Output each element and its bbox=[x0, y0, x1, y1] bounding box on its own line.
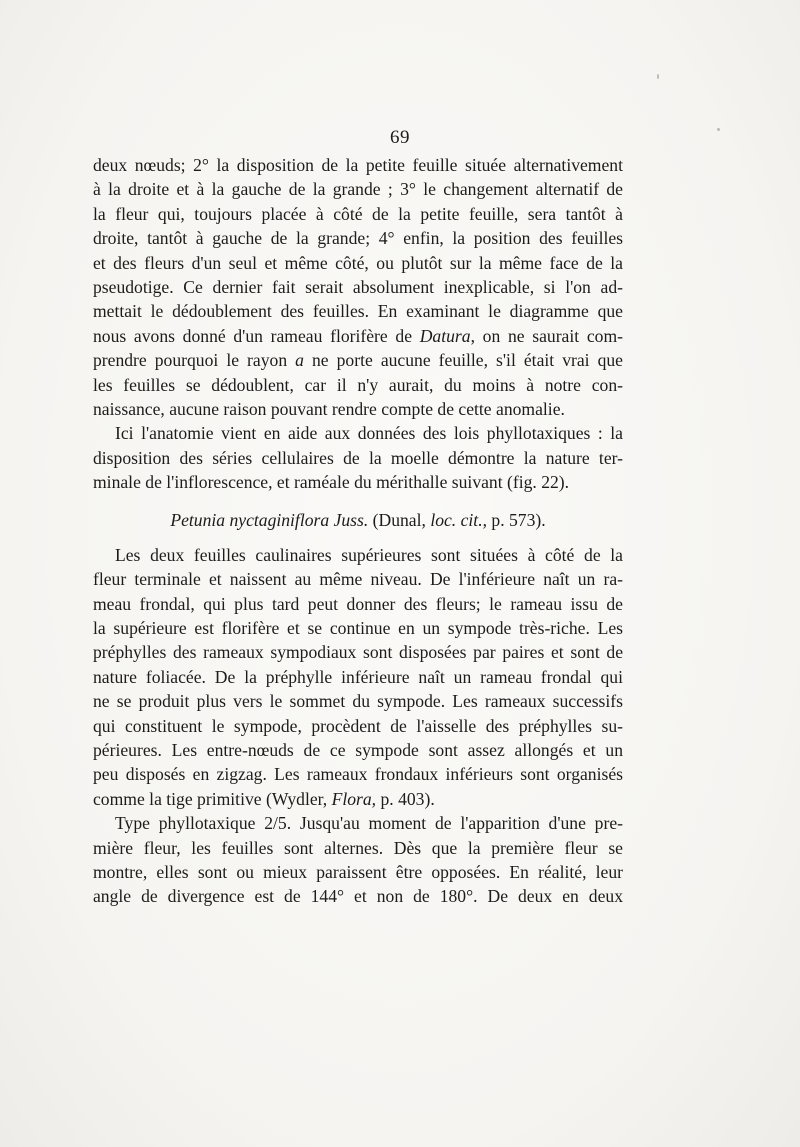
text-line: et des fleurs d'un seul et même côté, ou plutôt sur la même face de la bbox=[93, 252, 623, 273]
text-line: pseudotige. Ce dernier fait serait absolument inexplicable, si l'on ad- bbox=[93, 276, 623, 297]
text-line: angle de divergence est de 144° et non de 180°. De deux en deux bbox=[93, 886, 623, 907]
paper-speck bbox=[657, 74, 659, 79]
heading-citation: , p. 573). bbox=[482, 510, 546, 531]
text-run: comme la tige primitive (Wydler, bbox=[93, 788, 332, 809]
text-line bbox=[93, 324, 623, 348]
text-line: Les deux feuilles caulinaires supérieures sont situées à côté de la bbox=[115, 544, 623, 565]
spacer bbox=[93, 494, 623, 508]
text-line: mière fleur, les feuilles sont alternes. Dès que la première fleur se bbox=[93, 837, 623, 858]
paper-speck bbox=[717, 128, 720, 131]
text-line: Ici l'anatomie vient en aide aux données des lois phyllotaxiques : la bbox=[115, 423, 623, 444]
text-run: p. 403). bbox=[376, 788, 435, 809]
text-run: , on ne saurait com- bbox=[470, 325, 623, 346]
variable-term: a bbox=[295, 350, 304, 371]
text-line: à la droite et à la gauche de la grande ; 3° le changement alternatif de bbox=[93, 179, 623, 200]
text-line: minale de l'inflorescence, et raméale du mérithalle suivant (fig. 22). bbox=[93, 472, 570, 493]
species-name: Petunia nyctaginiflora Juss. bbox=[170, 510, 369, 531]
genus-term: Datura bbox=[419, 325, 471, 346]
text-line: meau frondal, qui plus tard peut donner des fleurs; le rameau issu de bbox=[93, 593, 623, 614]
text-line: naissance, aucune raison pouvant rendre compte de cette anomalie. bbox=[93, 398, 565, 419]
text-line: ne se produit plus vers le sommet du sympode. Les rameaux successifs bbox=[93, 691, 623, 712]
text-line: les feuilles se dédoublent, car il n'y aurait, du moins à notre con- bbox=[93, 374, 623, 395]
text-line bbox=[93, 787, 623, 811]
text-line: montre, elles sont ou mieux paraissent être opposées. En réalité, leur bbox=[93, 861, 623, 882]
text-line: qui constituent le sympode, procèdent de l'aisselle des préphylles su- bbox=[93, 715, 623, 736]
text-run: nous avons donné d'un rameau florifère de bbox=[93, 325, 420, 346]
text-line: la supérieure est florifère et se continue en un sympode très-riche. Les bbox=[93, 618, 623, 639]
page-number: 69 bbox=[390, 127, 410, 148]
heading-citation: (Dunal, bbox=[368, 510, 431, 531]
text-line: droite, tantôt à gauche de la grande; 4° enfin, la position des feuilles bbox=[93, 228, 623, 249]
spacer bbox=[93, 533, 623, 543]
journal-term: Flora, bbox=[331, 788, 377, 809]
text-line: Type phyllotaxique 2/5. Jusqu'au moment de l'apparition d'une pre- bbox=[115, 813, 623, 834]
text-line: périeures. Les entre-nœuds de ce sympode sont assez allongés et un bbox=[93, 739, 623, 760]
text-line bbox=[93, 348, 623, 372]
text-line: deux nœuds; 2° la disposition de la petite feuille située alternativement bbox=[93, 155, 623, 175]
text-line: mettait le dédoublement des feuilles. En examinant le diagramme que bbox=[93, 301, 623, 322]
text-line: préphylles des rameaux sympodiaux sont disposées par paires et sont de bbox=[93, 642, 623, 663]
text-line: nature foliacée. De la préphylle inférieure naît un rameau frondal qui bbox=[93, 666, 623, 687]
text-line: peu disposés en zigzag. Les rameaux frondaux inférieurs sont organisés bbox=[93, 764, 623, 785]
text-line: la fleur qui, toujours placée à côté de la petite feuille, sera tantôt à bbox=[93, 203, 623, 224]
loc-cit: loc. cit. bbox=[430, 510, 483, 531]
body-text bbox=[93, 153, 623, 909]
text-line: fleur terminale et naissent au même niveau. De l'inférieure naît un ra- bbox=[93, 569, 623, 590]
text-run: ne porte aucune feuille, s'il était vrai que bbox=[303, 350, 623, 371]
text-line: disposition des séries cellulaires de la moelle démontre la nature ter- bbox=[93, 447, 623, 468]
species-heading bbox=[93, 508, 623, 532]
text-run: prendre pourquoi le rayon bbox=[93, 350, 296, 371]
